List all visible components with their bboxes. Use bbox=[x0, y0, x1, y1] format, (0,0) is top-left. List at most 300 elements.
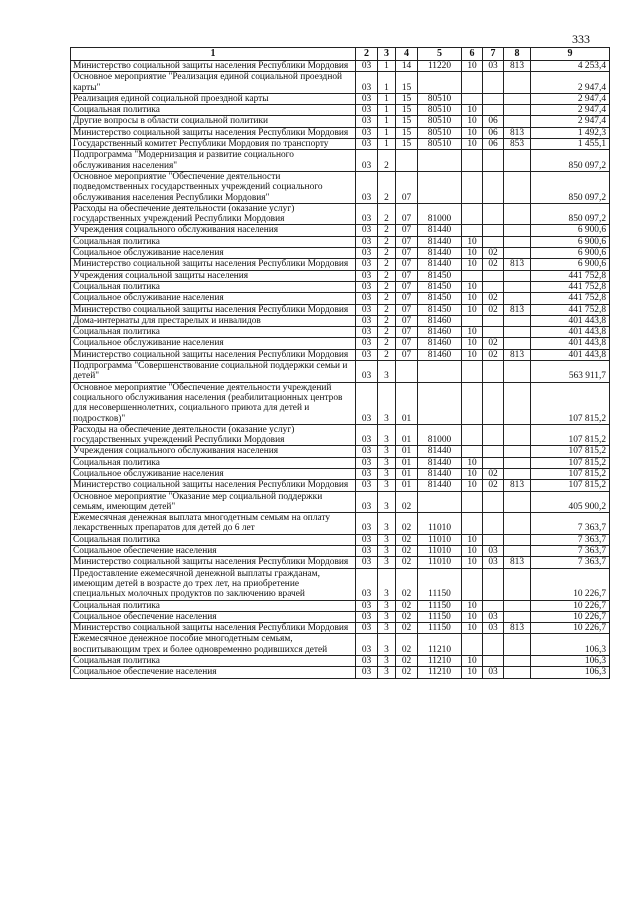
code-cell: 15 bbox=[396, 139, 418, 150]
code-cell bbox=[504, 171, 531, 203]
code-cell bbox=[504, 382, 531, 424]
item-name-cell: Социальная политика bbox=[71, 534, 356, 545]
code-cell bbox=[462, 72, 483, 94]
table-row bbox=[71, 611, 610, 622]
table-row bbox=[71, 139, 610, 150]
amount-cell: 107 815,2 bbox=[531, 480, 610, 491]
code-cell bbox=[483, 270, 504, 281]
code-cell bbox=[462, 382, 483, 424]
amount-cell: 10 226,7 bbox=[531, 568, 610, 600]
amount-cell: 2 947,4 bbox=[531, 116, 610, 127]
code-cell bbox=[483, 656, 504, 667]
code-cell: 80510 bbox=[418, 127, 462, 138]
code-cell: 2 bbox=[378, 327, 396, 338]
code-cell: 03 bbox=[356, 568, 378, 600]
table-row bbox=[71, 225, 610, 236]
code-cell: 80510 bbox=[418, 116, 462, 127]
code-cell: 81000 bbox=[418, 424, 462, 446]
code-cell: 81000 bbox=[418, 203, 462, 225]
code-cell: 81440 bbox=[418, 236, 462, 247]
code-cell: 1 bbox=[378, 116, 396, 127]
code-cell bbox=[462, 171, 483, 203]
code-cell: 03 bbox=[356, 513, 378, 535]
item-name-cell: Министерство социальной защиты населения Республики Мордовия bbox=[71, 623, 356, 634]
code-cell: 81460 bbox=[418, 349, 462, 360]
code-cell bbox=[483, 171, 504, 203]
code-cell: 10 bbox=[462, 248, 483, 259]
code-cell bbox=[504, 225, 531, 236]
code-cell bbox=[504, 611, 531, 622]
table-row bbox=[71, 424, 610, 446]
table-row bbox=[71, 236, 610, 247]
code-cell bbox=[504, 656, 531, 667]
code-cell: 03 bbox=[356, 61, 378, 72]
code-cell: 3 bbox=[378, 623, 396, 634]
table-row bbox=[71, 127, 610, 138]
amount-cell: 107 815,2 bbox=[531, 424, 610, 446]
code-cell bbox=[418, 491, 462, 513]
code-cell: 03 bbox=[356, 139, 378, 150]
amount-cell: 6 900,6 bbox=[531, 225, 610, 236]
code-cell bbox=[462, 424, 483, 446]
code-cell: 06 bbox=[483, 139, 504, 150]
code-cell: 1 bbox=[378, 127, 396, 138]
code-cell: 03 bbox=[356, 281, 378, 292]
code-cell bbox=[504, 105, 531, 116]
table-row bbox=[71, 171, 610, 203]
amount-cell: 106,3 bbox=[531, 656, 610, 667]
amount-cell: 7 363,7 bbox=[531, 513, 610, 535]
code-cell: 2 bbox=[378, 304, 396, 315]
header-cell: 7 bbox=[483, 48, 504, 61]
code-cell bbox=[504, 248, 531, 259]
table-row bbox=[71, 361, 610, 383]
code-cell: 2 bbox=[378, 270, 396, 281]
code-cell: 11150 bbox=[418, 611, 462, 622]
amount-cell: 2 947,4 bbox=[531, 105, 610, 116]
code-cell: 10 bbox=[462, 259, 483, 270]
code-cell bbox=[504, 667, 531, 678]
amount-cell: 401 443,8 bbox=[531, 349, 610, 360]
code-cell bbox=[483, 72, 504, 94]
code-cell: 2 bbox=[378, 248, 396, 259]
code-cell: 02 bbox=[396, 534, 418, 545]
header-cell: 4 bbox=[396, 48, 418, 61]
code-cell: 07 bbox=[396, 338, 418, 349]
code-cell: 3 bbox=[378, 513, 396, 535]
code-cell: 3 bbox=[378, 557, 396, 568]
code-cell bbox=[418, 150, 462, 172]
code-cell: 11210 bbox=[418, 656, 462, 667]
code-cell: 03 bbox=[356, 600, 378, 611]
code-cell: 14 bbox=[396, 61, 418, 72]
code-cell: 10 bbox=[462, 667, 483, 678]
code-cell: 3 bbox=[378, 611, 396, 622]
table-row bbox=[71, 304, 610, 315]
code-cell bbox=[504, 546, 531, 557]
table-row bbox=[71, 315, 610, 326]
header-cell: 8 bbox=[504, 48, 531, 61]
table-row bbox=[71, 623, 610, 634]
code-cell: 07 bbox=[396, 327, 418, 338]
item-name-cell: Расходы на обеспечение деятельности (оказание услуг) государственных учреждений Республики Мордовия bbox=[71, 424, 356, 446]
code-cell: 10 bbox=[462, 546, 483, 557]
code-cell: 03 bbox=[356, 327, 378, 338]
code-cell: 3 bbox=[378, 491, 396, 513]
table-row bbox=[71, 480, 610, 491]
code-cell: 11010 bbox=[418, 534, 462, 545]
code-cell: 03 bbox=[356, 457, 378, 468]
code-cell bbox=[483, 457, 504, 468]
code-cell bbox=[504, 93, 531, 104]
code-cell: 07 bbox=[396, 236, 418, 247]
code-cell: 80510 bbox=[418, 105, 462, 116]
code-cell: 11150 bbox=[418, 623, 462, 634]
code-cell bbox=[483, 105, 504, 116]
code-cell: 3 bbox=[378, 656, 396, 667]
code-cell bbox=[462, 491, 483, 513]
code-cell bbox=[483, 568, 504, 600]
code-cell: 03 bbox=[483, 546, 504, 557]
item-name-cell: Социальное обслуживание населения bbox=[71, 338, 356, 349]
code-cell: 03 bbox=[356, 116, 378, 127]
code-cell: 813 bbox=[504, 304, 531, 315]
code-cell bbox=[504, 293, 531, 304]
code-cell bbox=[418, 382, 462, 424]
amount-cell: 441 752,8 bbox=[531, 293, 610, 304]
code-cell: 10 bbox=[462, 61, 483, 72]
code-cell bbox=[504, 468, 531, 479]
amount-cell: 401 443,8 bbox=[531, 327, 610, 338]
amount-cell: 441 752,8 bbox=[531, 281, 610, 292]
item-name-cell: Подпрограмма "Совершенствование социальной поддержки семьи и детей" bbox=[71, 361, 356, 383]
amount-cell: 4 253,4 bbox=[531, 61, 610, 72]
code-cell: 02 bbox=[396, 491, 418, 513]
code-cell: 81440 bbox=[418, 457, 462, 468]
code-cell: 02 bbox=[483, 480, 504, 491]
item-name-cell: Министерство социальной защиты населения Республики Мордовия bbox=[71, 259, 356, 270]
code-cell bbox=[396, 150, 418, 172]
code-cell bbox=[483, 600, 504, 611]
code-cell: 02 bbox=[396, 557, 418, 568]
table-row bbox=[71, 270, 610, 281]
item-name-cell: Подпрограмма "Модернизация и развитие социального обслуживания населения" bbox=[71, 150, 356, 172]
code-cell: 3 bbox=[378, 634, 396, 656]
table-row bbox=[71, 457, 610, 468]
code-cell: 03 bbox=[356, 546, 378, 557]
code-cell bbox=[483, 236, 504, 247]
code-cell: 07 bbox=[396, 304, 418, 315]
code-cell bbox=[504, 491, 531, 513]
code-cell: 03 bbox=[356, 491, 378, 513]
code-cell: 2 bbox=[378, 281, 396, 292]
code-cell: 80510 bbox=[418, 93, 462, 104]
table-row bbox=[71, 259, 610, 270]
code-cell: 81440 bbox=[418, 225, 462, 236]
table-row bbox=[71, 150, 610, 172]
amount-cell: 6 900,6 bbox=[531, 236, 610, 247]
code-cell: 07 bbox=[396, 259, 418, 270]
header-cell: 5 bbox=[418, 48, 462, 61]
code-cell: 11210 bbox=[418, 667, 462, 678]
item-name-cell: Социальная политика bbox=[71, 600, 356, 611]
code-cell: 03 bbox=[356, 557, 378, 568]
code-cell: 03 bbox=[483, 667, 504, 678]
code-cell: 02 bbox=[483, 468, 504, 479]
amount-cell: 441 752,8 bbox=[531, 270, 610, 281]
table-row bbox=[71, 568, 610, 600]
code-cell: 10 bbox=[462, 116, 483, 127]
code-cell: 07 bbox=[396, 171, 418, 203]
code-cell: 03 bbox=[356, 225, 378, 236]
code-cell: 01 bbox=[396, 480, 418, 491]
code-cell: 10 bbox=[462, 611, 483, 622]
table-row bbox=[71, 61, 610, 72]
item-name-cell: Социальная политика bbox=[71, 105, 356, 116]
code-cell: 02 bbox=[396, 634, 418, 656]
item-name-cell: Министерство социальной защиты населения Республики Мордовия bbox=[71, 127, 356, 138]
code-cell: 81450 bbox=[418, 293, 462, 304]
code-cell bbox=[462, 568, 483, 600]
amount-cell: 7 363,7 bbox=[531, 557, 610, 568]
code-cell: 03 bbox=[356, 259, 378, 270]
code-cell bbox=[504, 203, 531, 225]
amount-cell: 401 443,8 bbox=[531, 315, 610, 326]
item-name-cell: Социальная политика bbox=[71, 281, 356, 292]
code-cell: 02 bbox=[396, 513, 418, 535]
code-cell: 813 bbox=[504, 259, 531, 270]
table-header-row bbox=[71, 48, 610, 61]
code-cell: 3 bbox=[378, 382, 396, 424]
header-cell: 2 bbox=[356, 48, 378, 61]
amount-cell: 2 947,4 bbox=[531, 93, 610, 104]
code-cell bbox=[462, 203, 483, 225]
table-row bbox=[71, 634, 610, 656]
code-cell: 2 bbox=[378, 259, 396, 270]
code-cell bbox=[504, 634, 531, 656]
code-cell bbox=[462, 150, 483, 172]
code-cell: 15 bbox=[396, 72, 418, 94]
code-cell: 15 bbox=[396, 116, 418, 127]
item-name-cell: Социальное обеспечение населения bbox=[71, 667, 356, 678]
budget-table bbox=[70, 47, 610, 679]
table-row bbox=[71, 281, 610, 292]
amount-cell: 106,3 bbox=[531, 667, 610, 678]
code-cell: 03 bbox=[483, 557, 504, 568]
code-cell: 81460 bbox=[418, 338, 462, 349]
code-cell: 10 bbox=[462, 656, 483, 667]
code-cell: 03 bbox=[356, 203, 378, 225]
code-cell bbox=[462, 270, 483, 281]
item-name-cell: Социальное обслуживание населения bbox=[71, 248, 356, 259]
code-cell: 3 bbox=[378, 424, 396, 446]
table-row bbox=[71, 72, 610, 94]
code-cell: 02 bbox=[483, 338, 504, 349]
amount-cell: 441 752,8 bbox=[531, 304, 610, 315]
code-cell: 813 bbox=[504, 349, 531, 360]
code-cell bbox=[462, 361, 483, 383]
table-row bbox=[71, 293, 610, 304]
code-cell: 2 bbox=[378, 236, 396, 247]
code-cell: 15 bbox=[396, 127, 418, 138]
code-cell: 11010 bbox=[418, 513, 462, 535]
amount-cell: 107 815,2 bbox=[531, 446, 610, 457]
code-cell: 10 bbox=[462, 534, 483, 545]
amount-cell: 10 226,7 bbox=[531, 611, 610, 622]
code-cell: 03 bbox=[356, 468, 378, 479]
amount-cell: 563 911,7 bbox=[531, 361, 610, 383]
amount-cell: 107 815,2 bbox=[531, 468, 610, 479]
code-cell: 06 bbox=[483, 127, 504, 138]
code-cell: 03 bbox=[356, 623, 378, 634]
code-cell: 813 bbox=[504, 557, 531, 568]
code-cell: 2 bbox=[378, 349, 396, 360]
code-cell: 02 bbox=[396, 623, 418, 634]
code-cell: 03 bbox=[356, 480, 378, 491]
code-cell: 3 bbox=[378, 361, 396, 383]
code-cell bbox=[483, 446, 504, 457]
code-cell bbox=[504, 457, 531, 468]
code-cell bbox=[483, 281, 504, 292]
code-cell bbox=[504, 338, 531, 349]
code-cell: 81440 bbox=[418, 468, 462, 479]
code-cell: 2 bbox=[378, 225, 396, 236]
code-cell: 02 bbox=[396, 600, 418, 611]
code-cell: 07 bbox=[396, 203, 418, 225]
item-name-cell: Социальное обеспечение населения bbox=[71, 546, 356, 557]
item-name-cell: Учреждения социального обслуживания населения bbox=[71, 225, 356, 236]
amount-cell: 10 226,7 bbox=[531, 600, 610, 611]
code-cell: 03 bbox=[356, 127, 378, 138]
code-cell: 02 bbox=[483, 304, 504, 315]
code-cell: 02 bbox=[483, 349, 504, 360]
code-cell: 80510 bbox=[418, 139, 462, 150]
table-row bbox=[71, 557, 610, 568]
table-row bbox=[71, 667, 610, 678]
code-cell: 1 bbox=[378, 72, 396, 94]
item-name-cell: Министерство социальной защиты населения Республики Мордовия bbox=[71, 349, 356, 360]
amount-cell: 405 900,2 bbox=[531, 491, 610, 513]
code-cell: 07 bbox=[396, 281, 418, 292]
table-row bbox=[71, 248, 610, 259]
code-cell: 81460 bbox=[418, 315, 462, 326]
item-name-cell: Социальная политика bbox=[71, 236, 356, 247]
code-cell: 3 bbox=[378, 446, 396, 457]
amount-cell: 401 443,8 bbox=[531, 338, 610, 349]
code-cell: 07 bbox=[396, 248, 418, 259]
code-cell bbox=[483, 327, 504, 338]
code-cell: 2 bbox=[378, 171, 396, 203]
code-cell: 11010 bbox=[418, 557, 462, 568]
code-cell: 10 bbox=[462, 457, 483, 468]
code-cell: 03 bbox=[356, 656, 378, 667]
table-row bbox=[71, 600, 610, 611]
header-cell: 9 bbox=[531, 48, 610, 61]
code-cell: 3 bbox=[378, 480, 396, 491]
code-cell: 03 bbox=[356, 72, 378, 94]
code-cell: 10 bbox=[462, 338, 483, 349]
code-cell bbox=[483, 513, 504, 535]
code-cell bbox=[504, 150, 531, 172]
code-cell: 10 bbox=[462, 557, 483, 568]
amount-cell: 2 947,4 bbox=[531, 72, 610, 94]
code-cell: 03 bbox=[356, 349, 378, 360]
item-name-cell: Министерство социальной защиты населения Республики Мордовия bbox=[71, 557, 356, 568]
code-cell: 10 bbox=[462, 127, 483, 138]
code-cell: 10 bbox=[462, 105, 483, 116]
table-row bbox=[71, 116, 610, 127]
code-cell: 2 bbox=[378, 203, 396, 225]
code-cell: 03 bbox=[356, 150, 378, 172]
code-cell bbox=[462, 315, 483, 326]
item-name-cell: Расходы на обеспечение деятельности (оказание услуг) государственных учреждений Республики Мордовия bbox=[71, 203, 356, 225]
code-cell bbox=[462, 513, 483, 535]
table-row bbox=[71, 105, 610, 116]
header-cell: 3 bbox=[378, 48, 396, 61]
code-cell: 10 bbox=[462, 480, 483, 491]
code-cell: 11210 bbox=[418, 634, 462, 656]
header-cell: 1 bbox=[71, 48, 356, 61]
item-name-cell: Реализация единой социальной проездной карты bbox=[71, 93, 356, 104]
amount-cell: 6 900,6 bbox=[531, 248, 610, 259]
code-cell: 813 bbox=[504, 623, 531, 634]
code-cell: 03 bbox=[483, 61, 504, 72]
item-name-cell: Социальное обеспечение населения bbox=[71, 611, 356, 622]
page-number: 333 bbox=[572, 32, 590, 46]
code-cell bbox=[462, 225, 483, 236]
code-cell: 01 bbox=[396, 457, 418, 468]
code-cell bbox=[504, 361, 531, 383]
code-cell: 03 bbox=[356, 93, 378, 104]
code-cell bbox=[483, 203, 504, 225]
table-row bbox=[71, 546, 610, 557]
code-cell: 03 bbox=[483, 623, 504, 634]
item-name-cell: Ежемесячное денежное пособие многодетным семьям, воспитывающим трех и более одновременно родившихся детей bbox=[71, 634, 356, 656]
item-name-cell: Социальная политика bbox=[71, 327, 356, 338]
code-cell: 02 bbox=[483, 293, 504, 304]
table-row bbox=[71, 203, 610, 225]
code-cell: 02 bbox=[483, 259, 504, 270]
code-cell: 813 bbox=[504, 61, 531, 72]
item-name-cell: Учреждения социальной защиты населения bbox=[71, 270, 356, 281]
code-cell: 10 bbox=[462, 349, 483, 360]
table-row bbox=[71, 327, 610, 338]
item-name-cell: Министерство социальной защиты населения Республики Мордовия bbox=[71, 61, 356, 72]
code-cell: 3 bbox=[378, 568, 396, 600]
code-cell: 03 bbox=[356, 270, 378, 281]
code-cell: 813 bbox=[504, 480, 531, 491]
amount-cell: 6 900,6 bbox=[531, 259, 610, 270]
code-cell bbox=[504, 424, 531, 446]
item-name-cell: Министерство социальной защиты населения Республики Мордовия bbox=[71, 304, 356, 315]
code-cell: 1 bbox=[378, 139, 396, 150]
code-cell: 01 bbox=[396, 424, 418, 446]
code-cell: 11150 bbox=[418, 568, 462, 600]
code-cell bbox=[504, 327, 531, 338]
code-cell: 1 bbox=[378, 93, 396, 104]
code-cell: 03 bbox=[356, 382, 378, 424]
code-cell: 81450 bbox=[418, 281, 462, 292]
code-cell bbox=[462, 93, 483, 104]
code-cell: 03 bbox=[356, 304, 378, 315]
code-cell: 03 bbox=[356, 338, 378, 349]
code-cell bbox=[462, 634, 483, 656]
code-cell: 03 bbox=[356, 534, 378, 545]
table-row bbox=[71, 534, 610, 545]
code-cell: 81450 bbox=[418, 304, 462, 315]
item-name-cell: Ежемесячная денежная выплата многодетным семьям на оплату лекарственных препаратов для детей до 6 лет bbox=[71, 513, 356, 535]
code-cell: 15 bbox=[396, 93, 418, 104]
